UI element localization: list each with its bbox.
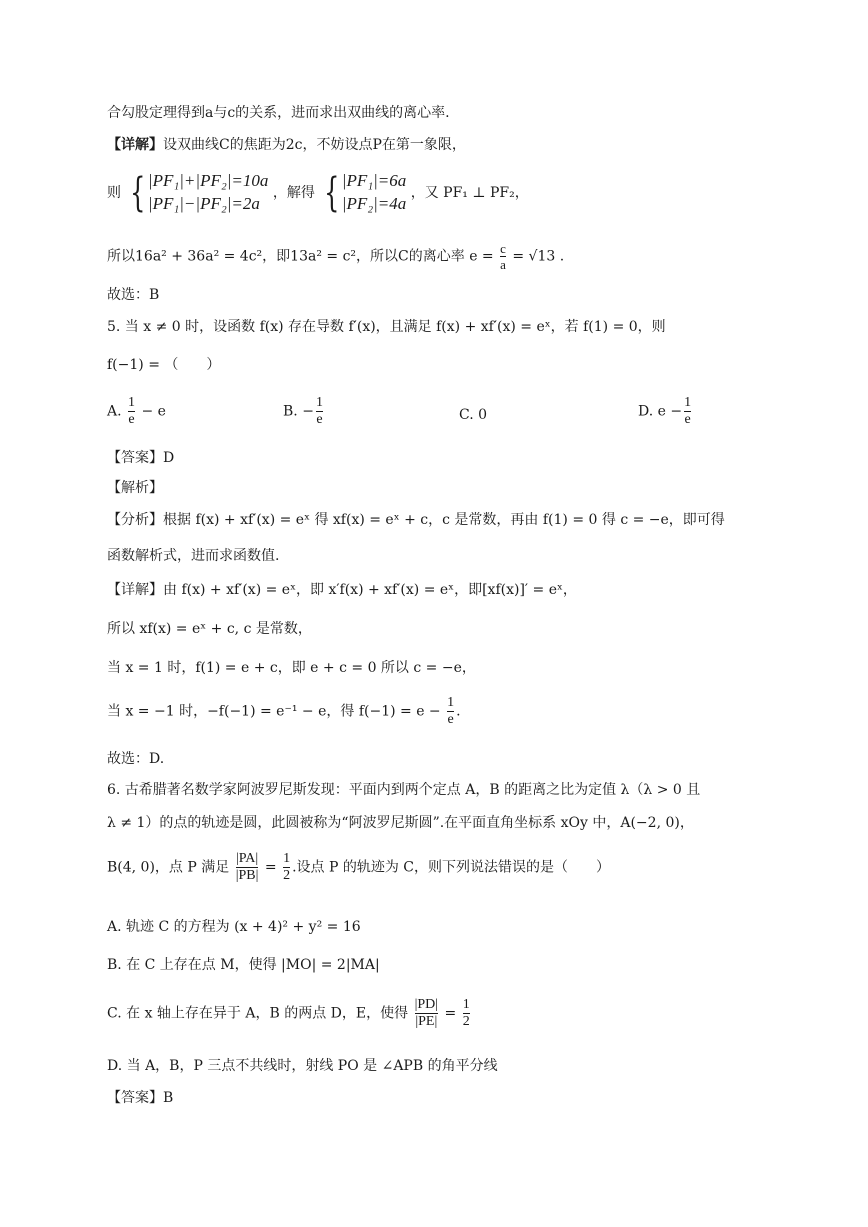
numerator: c (500, 241, 506, 256)
option-label: A. (107, 403, 122, 420)
question-text: 5. 当 x ≠ 0 时，设函数 f(x) 存在导数 f′(x)，且满足 f(x) + xf′(x) = eˣ，若 f(1) = 0，则 (107, 319, 666, 335)
option-a (107, 396, 166, 427)
option-text: − e (141, 403, 166, 420)
question-text: B(4, 0)，点 P 满足 (107, 859, 230, 876)
text-line (107, 696, 461, 727)
denominator: e (684, 411, 691, 427)
equation: |PF₂|=4a (341, 193, 407, 213)
line-text: 所以 xf(x) = eˣ + c, c 是常数， (107, 621, 312, 637)
equation-system-line (107, 170, 529, 216)
denominator: 2 (283, 867, 291, 883)
option-d (638, 396, 693, 427)
denominator: e (316, 411, 323, 427)
option-a (107, 920, 361, 934)
option-text: e − (657, 403, 683, 420)
option-d (107, 1059, 498, 1073)
answer-line: 【答案】D (107, 450, 175, 466)
question-text: f(−1) = （ ） (107, 357, 221, 373)
option-text: − (302, 403, 314, 420)
line-text: 由 f(x) + xf′(x) = eˣ，即 x′f(x) + xf′(x) = eˣ，即[xf(x)]′ = eˣ， (163, 582, 577, 598)
equation-system-2 (342, 170, 407, 216)
options-row (107, 396, 757, 442)
line-text: 函数解析式，进而求函数值. (107, 548, 280, 564)
option-b (283, 396, 325, 427)
fraction (236, 852, 259, 883)
option-text: C. 0 (459, 407, 488, 423)
fraction (500, 242, 506, 271)
option-text: C. 在 x 轴上存在异于 A，B 的两点 D，E，使得 (107, 1005, 409, 1022)
line-text: ，又 PF₁ ⊥ PF₂， (410, 184, 529, 201)
question-text: .设点 P 的轨迹为 C，则下列说法错误的是（ ） (292, 859, 611, 876)
option-b (107, 958, 380, 972)
fraction (447, 696, 454, 727)
equation: |PF₁|−|PF₂|=2a (147, 193, 260, 213)
equation: |PF₁|=6a (341, 171, 407, 190)
line-text: = √13 . (512, 248, 565, 265)
line-text: 则 (107, 184, 121, 201)
equation: |PF₁|+|PF₂|=10a (147, 171, 269, 190)
line-text: = (264, 859, 277, 876)
line-text: 所以16a² + 36a² = 4c²，即13a² = c²，所以C的离心率 e = (107, 248, 494, 265)
answer-line: 故选：B (107, 287, 160, 303)
line-text: 根据 f(x) + xf′(x) = eˣ 得 xf(x) = eˣ + c，c 是常数，再由 f(1) = 0 得 c = −e，即可得 (163, 512, 725, 528)
denominator: 2 (462, 1013, 470, 1029)
text-line (107, 549, 279, 563)
text-line (107, 583, 577, 597)
line-text: ，解得 (272, 184, 315, 201)
numerator: 1 (447, 695, 455, 710)
option-label: B. (283, 403, 298, 420)
numerator: 1 (315, 395, 323, 410)
denominator: a (500, 256, 506, 272)
numerator: 1 (462, 997, 470, 1012)
numerator: 1 (128, 395, 136, 410)
text-line (107, 852, 610, 883)
line-text: 当 x = −1 时，−f(−1) = e⁻¹ − e，得 f(−1) = e − (107, 703, 441, 720)
fraction (415, 998, 439, 1029)
option-c (107, 998, 472, 1029)
denominator: e (128, 411, 135, 427)
text-line (107, 451, 174, 465)
text-line (107, 242, 564, 271)
answer-line: 故选：D. (107, 751, 165, 767)
denominator: |PB| (235, 867, 259, 883)
option-label: D. (638, 403, 654, 420)
numerator: 1 (684, 395, 692, 410)
option-c (459, 408, 487, 422)
text-line (107, 138, 466, 152)
line-text: 设双曲线C的焦距为2c，不妨设点P在第一象限， (163, 137, 466, 153)
equation-system-1 (148, 170, 269, 216)
section-tag: 【详解】 (107, 582, 163, 598)
brace-icon: { (324, 169, 340, 216)
denominator: e (447, 711, 454, 727)
text-line (107, 513, 725, 527)
text-line (107, 661, 476, 675)
line-text: 合勾股定理得到a与c的关系，进而求出双曲线的离心率. (107, 105, 450, 121)
fraction (684, 396, 691, 427)
fraction (463, 998, 470, 1029)
fraction (283, 852, 290, 883)
question-5 (107, 320, 666, 334)
numerator: |PD| (414, 997, 439, 1012)
fraction (128, 396, 135, 427)
brace-icon: { (130, 169, 146, 216)
text-line (107, 1091, 173, 1105)
option-text: A. 轨迹 C 的方程为 (x + 4)² + y² = 16 (107, 919, 361, 935)
text-line (107, 106, 450, 120)
line-text: . (456, 703, 461, 720)
line-text: = (444, 1005, 457, 1022)
option-text: B. 在 C 上存在点 M，使得 |MO| = 2|MA| (107, 957, 380, 973)
question-text: 6. 古希腊著名数学家阿波罗尼斯发现：平面内到两个定点 A，B 的距离之比为定值 λ（λ > 0 且 (107, 782, 701, 798)
text-line (107, 358, 220, 372)
answer-line: 【答案】B (107, 1090, 174, 1106)
section-tag: 【解析】 (107, 480, 163, 496)
line-text: 当 x = 1 时，f(1) = e + c，即 e + c = 0 所以 c = −e， (107, 660, 476, 676)
text-line (107, 816, 694, 830)
text-line (107, 288, 159, 302)
text-line (107, 622, 312, 636)
option-text: D. 当 A，B，P 三点不共线时，射线 PO 是 ∠APB 的角平分线 (107, 1058, 498, 1074)
fraction (316, 396, 323, 427)
question-6 (107, 783, 700, 797)
text-line (107, 481, 163, 495)
numerator: 1 (283, 851, 291, 866)
numerator: |PA| (235, 851, 259, 866)
text-line (107, 752, 164, 766)
section-tag: 【详解】 (107, 137, 163, 153)
question-text: λ ≠ 1）的点的轨迹是圆，此圆被称为“阿波罗尼斯圆”.在平面直角坐标系 xOy 中，A(−2, 0)， (107, 815, 694, 831)
section-tag: 【分析】 (107, 512, 163, 528)
denominator: |PE| (415, 1013, 438, 1029)
